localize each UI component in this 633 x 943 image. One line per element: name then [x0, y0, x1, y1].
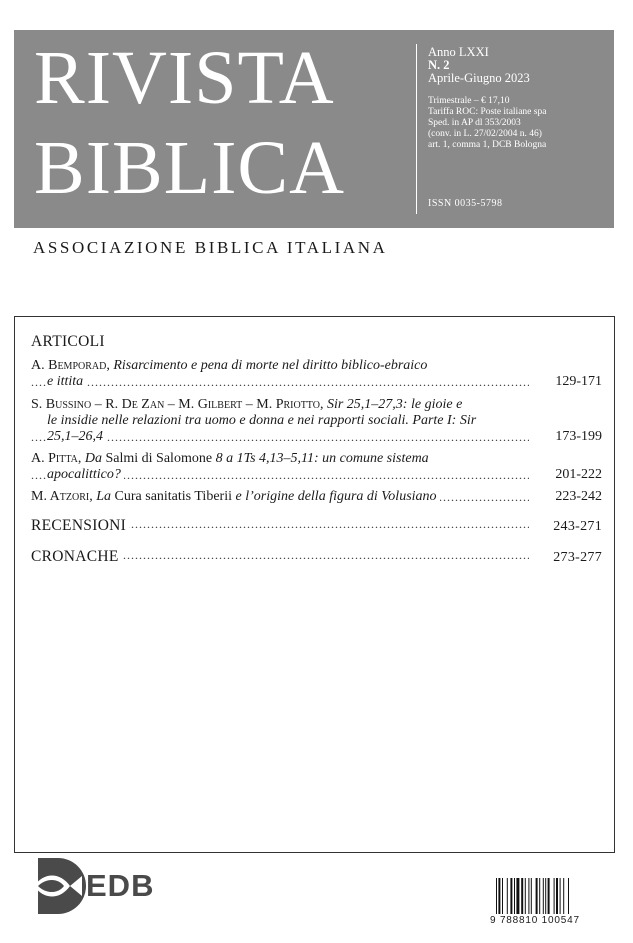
barcode-bar: [536, 878, 538, 914]
section-label: CRONACHE: [31, 548, 122, 565]
postal-line: Tariffa ROC: Poste italiane spa: [428, 107, 547, 117]
postal-line: art. 1, comma 1, DCB Bologna: [428, 140, 547, 150]
toc-section-recensioni[interactable]: [31, 517, 602, 536]
postal-info: [428, 96, 546, 151]
entry-author: S. Bussino – R. De Zan – M. Gilbert – M. Priotto: [31, 397, 320, 412]
barcode-bar: [545, 878, 546, 914]
barcode-bar: [554, 878, 555, 914]
section-pages: 243-271: [553, 519, 602, 534]
section-label: RECENSIONI: [31, 517, 129, 534]
barcode-bar: [525, 878, 526, 914]
entry-pages: 129-171: [555, 374, 602, 389]
barcode-bar: [528, 878, 529, 914]
toc-entry[interactable]: A. Pitta, Da Salmi di Salomone 8 a 1Ts 4,13–5,11: un comune sistema apocalittico? ..... 201-222: [31, 451, 602, 483]
entry-author: M. Atzori: [31, 489, 90, 504]
barcode-bar: [568, 878, 569, 914]
barcode-bar: [514, 878, 515, 914]
entry-title-cont: 25,1–26,4: [47, 429, 106, 444]
entry-title: Sir 25,1–27,3: le gioie e: [326, 397, 463, 412]
toc-section-cronache[interactable]: [31, 548, 602, 567]
issue-number: N. 2: [428, 58, 450, 72]
barcode-digits: 9 788810 100547: [490, 915, 580, 926]
entry-title: l’origine della figura di Volusiano: [245, 489, 437, 504]
barcode-bar: [496, 878, 497, 914]
masthead-divider: [416, 44, 417, 214]
entry-title: 8 a 1Ts 4,13–5,11: un comune sistema: [215, 451, 429, 466]
barcode-bar: [556, 878, 558, 914]
barcode-bars-icon: [490, 878, 600, 916]
postal-line: Sped. in AP dl 353/2003: [428, 118, 521, 128]
edb-d-fish-icon: [32, 856, 90, 916]
journal-title-line2: BIBLICA: [34, 126, 345, 210]
barcode-bar: [498, 878, 500, 914]
toc-entry[interactable]: M. Atzori, La Cura sanitatis Tiberii e l’origine della figura di Volusiano ..... 223-242: [31, 489, 602, 505]
barcode-bar: [548, 878, 550, 914]
toc-entry[interactable]: S. Bussino – R. De Zan – M. Gilbert – M. Priotto, Sir 25,1–27,3: le gioie e le insidie nelle relazioni tra uomo e donna e nei rapporti sociali. Parte I: Sir 25,1–26,4 ..... 173-199: [31, 397, 602, 445]
entry-title-cont: le insidie nelle relazioni tra uomo e donna e nei rapporti sociali. Parte I: Sir: [47, 413, 477, 428]
entry-title-roman: Cura sanitatis Tiberii: [114, 489, 232, 504]
toc-entry[interactable]: A. Bemporad, Risarcimento e pena di morte nel diritto biblico-ebraico e ittita ..... 129-171: [31, 358, 602, 390]
entry-author: A. Pitta: [31, 451, 78, 466]
entry-author: A. Bemporad: [31, 358, 107, 373]
entry-pages: 173-199: [555, 429, 602, 444]
entry-title: Risarcimento e pena di morte nel diritto biblico-ebraico: [113, 358, 428, 373]
barcode-bar: [531, 878, 532, 914]
entry-title-cont: apocalittico?: [47, 467, 124, 482]
issue-period: Aprile-Giugno 2023: [428, 71, 530, 85]
table-of-contents: [14, 316, 615, 853]
price-line: Trimestrale – € 17,10: [428, 96, 510, 106]
association-name: ASSOCIAZIONE BIBLICA ITALIANA: [33, 238, 388, 257]
barcode-bar: [502, 878, 503, 914]
barcode-bar: [563, 878, 564, 914]
issue-info: [428, 46, 530, 85]
postal-line: (conv. in L. 27/02/2004 n. 46): [428, 129, 542, 139]
toc-heading: ARTICOLI: [31, 333, 105, 350]
barcode-bar: [510, 878, 512, 914]
barcode-bar: [521, 878, 523, 914]
publisher-name: EDB: [86, 868, 155, 903]
barcode: [490, 878, 600, 928]
entry-title-cont: e ittita: [47, 374, 86, 389]
entry-title-roman: Salmi di Salomone: [105, 451, 213, 466]
issue-year: Anno LXXI: [428, 45, 489, 59]
section-pages: 273-277: [553, 550, 602, 565]
entry-pages: 201-222: [555, 467, 602, 482]
journal-title-line1: RIVISTA: [34, 36, 335, 120]
publisher-logo: [32, 856, 162, 916]
barcode-bar: [539, 878, 540, 914]
entry-pages: 223-242: [555, 489, 602, 504]
issn: ISSN 0035-5798: [428, 198, 503, 209]
barcode-bar: [516, 878, 519, 914]
barcode-bar: [507, 878, 508, 914]
barcode-bar: [543, 878, 544, 914]
barcode-bar: [560, 878, 561, 914]
masthead-banner: [14, 30, 614, 228]
